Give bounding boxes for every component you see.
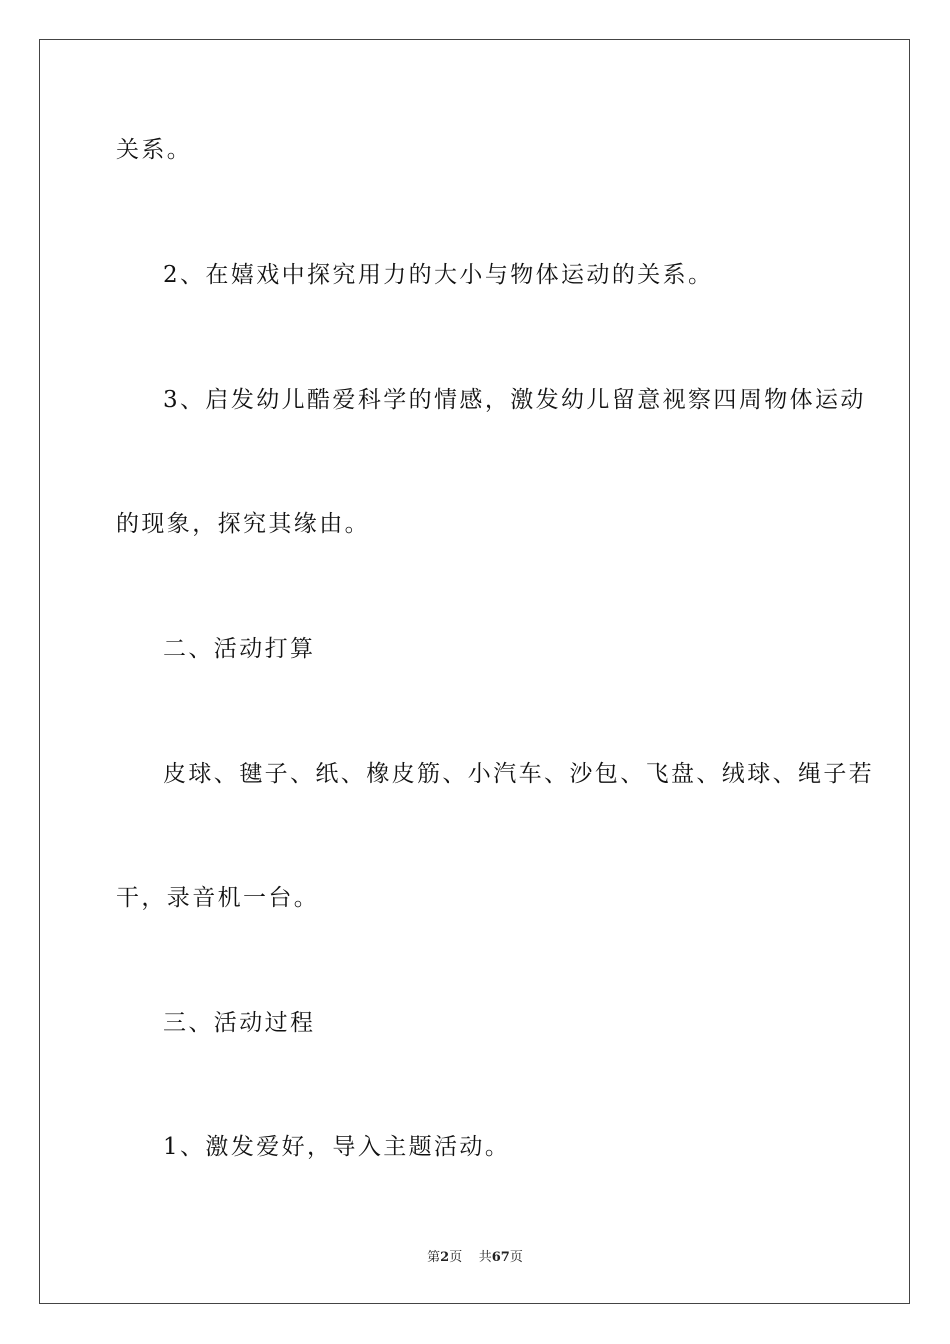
paragraph-line: 皮球、毽子、纸、橡皮筋、小汽车、沙包、飞盘、绒球、绳子若 — [163, 761, 875, 787]
page-frame — [39, 39, 910, 1304]
total-pages: 67 — [491, 1250, 510, 1265]
paragraph-line: 干，录音机一台。 — [116, 885, 320, 911]
total-prefix: 共 — [478, 1250, 492, 1265]
paragraph-line: 关系。 — [116, 137, 193, 163]
page-footer — [0, 1246, 950, 1265]
page-number: 2 — [440, 1250, 450, 1265]
paragraph-line: 1、激发爱好，导入主题活动。 — [163, 1134, 511, 1160]
page-suffix: 页 — [449, 1250, 463, 1265]
paragraph-line: 的现象，探究其缘由。 — [116, 511, 370, 537]
section-heading: 二、活动打算 — [163, 636, 316, 662]
total-suffix: 页 — [509, 1250, 523, 1265]
paragraph-line: 2、在嬉戏中探究用力的大小与物体运动的关系。 — [163, 262, 714, 288]
paragraph-line: 3、启发幼儿酷爱科学的情感，激发幼儿留意视察四周物体运动 — [163, 387, 866, 413]
section-heading: 三、活动过程 — [163, 1010, 316, 1036]
page-prefix: 第 — [427, 1250, 441, 1265]
